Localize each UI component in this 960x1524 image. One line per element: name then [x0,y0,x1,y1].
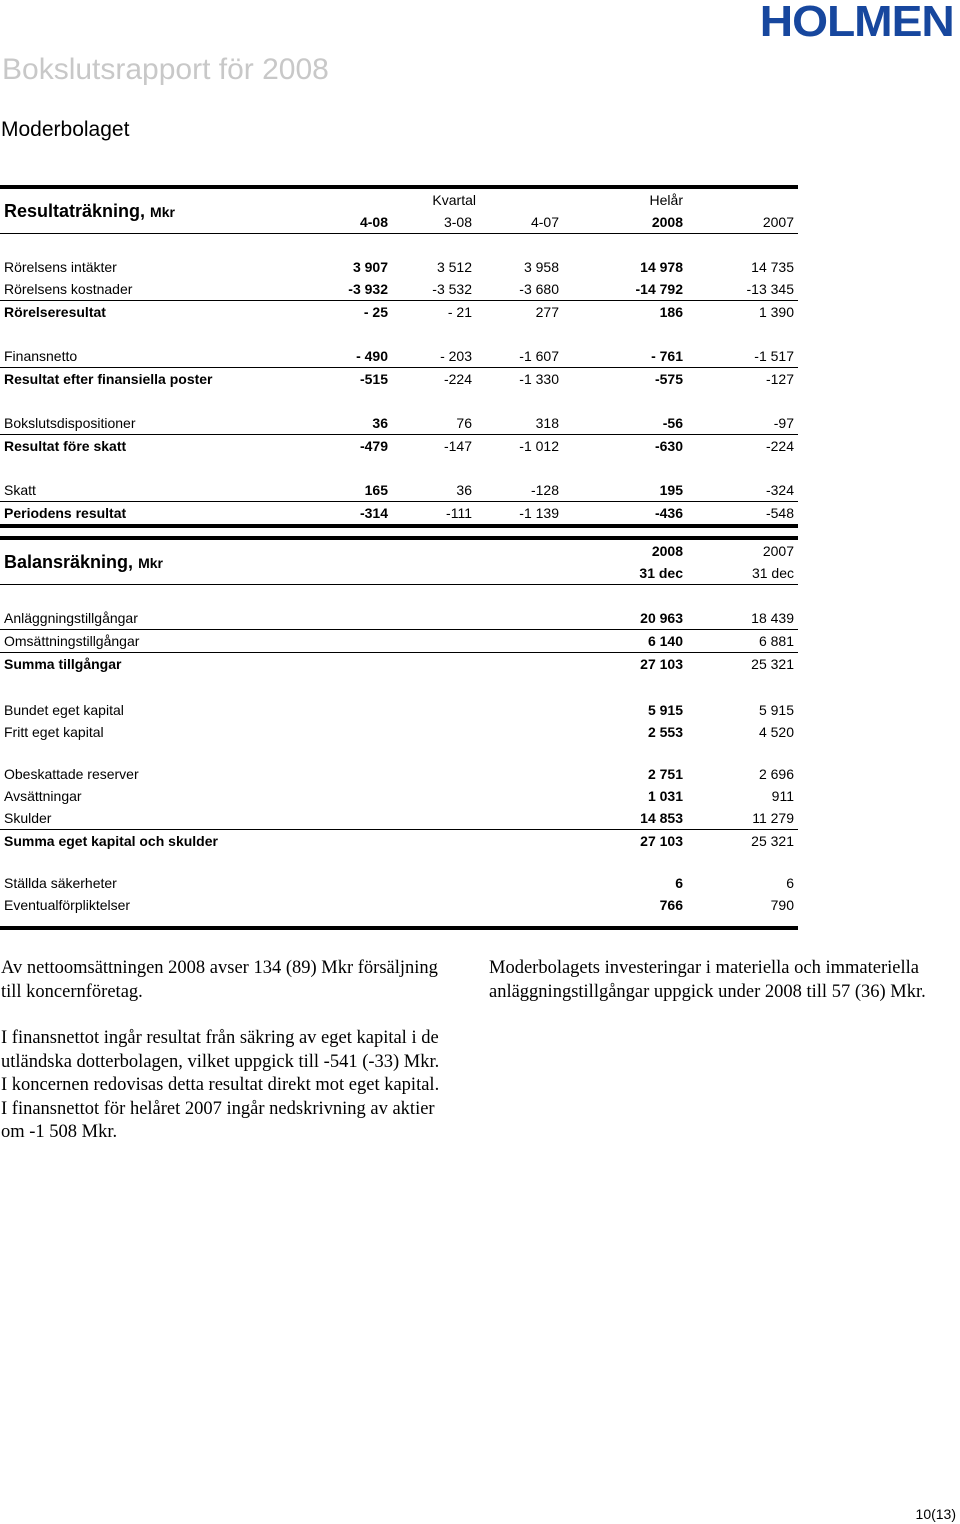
row-label: Rörelseresultat [0,301,310,324]
holmen-logo [760,0,954,46]
row-value: -314 [310,502,392,527]
table-row [0,278,798,301]
row-value: -147 [392,435,476,458]
row-spacer [0,457,798,479]
row-value: -575 [563,368,687,391]
row-value: 3 512 [436,259,472,275]
table-row [0,830,798,853]
row-value: -97 [773,415,794,431]
row-label: Ställda säkerheter [4,875,117,891]
row-value: 1 390 [687,301,798,324]
row-value: -548 [687,502,798,527]
row-label: Finansnetto [4,348,78,364]
table-row [0,721,798,743]
row-value: -630 [563,435,687,458]
row-value: 766 [659,897,683,913]
row-value: 790 [770,897,794,913]
col-header-4-07: 4-07 [530,214,559,230]
row-value: -14 792 [635,281,683,297]
row-value: 76 [456,415,472,431]
row-value: 27 103 [563,830,687,853]
row-value: 25 321 [687,830,798,853]
col-header-2008: 2008 [651,214,683,230]
document-title: Bokslutsrapport för 2008 [2,53,329,86]
balance-col-date-2007: 31 dec [751,565,794,581]
table-row [0,653,798,676]
row-value: 1 031 [647,788,683,804]
row-spacer [0,323,798,345]
note-paragraph: I finansnettot ingår resultat från säkring av eget kapital i de utländska dotterbolagen, vilket uppgick till -541 (-33) Mkr. I koncernen redovisas detta resultat direkt mot eget kapital. I finansnettot för helåret 2007 ingår nedskrivning av aktier om -1 508 Mkr. [1,1028,440,1142]
table-row [0,699,798,721]
balance-col-year-2007: 2007 [687,538,798,562]
income-rows [0,256,798,529]
quarter-group-header: Kvartal [392,187,476,211]
row-value: 14 735 [751,259,794,275]
row-value: - 203 [440,348,472,364]
row-value: 6 881 [687,630,798,653]
row-value: 25 321 [687,653,798,676]
row-label: Resultat före skatt [0,435,310,458]
row-value: 6 [675,875,683,891]
row-value: -436 [563,502,687,527]
balance-rows [0,607,798,931]
row-value: 6 [786,875,794,891]
row-spacer [0,743,798,763]
row-value: -1 012 [476,435,563,458]
row-value: - 761 [651,348,683,364]
balance-title [0,538,563,585]
row-value: -224 [687,435,798,458]
logo-text: HOLMEN [760,0,954,46]
table-row [0,763,798,785]
row-value: - 21 [392,301,476,324]
row-value: 14 978 [640,259,683,275]
table-row [0,345,798,368]
row-value: 36 [372,415,388,431]
table-row [0,502,798,527]
row-value: -3 932 [348,281,388,297]
table-row [0,479,798,502]
row-value: - 490 [356,348,388,364]
notes-right-column [489,957,929,1027]
row-spacer [0,675,798,699]
note-paragraph: Moderbolagets investeringar i materiella och immateriella anläggningstillgångar uppgick under 2008 till 57 (36) Mkr. [489,958,926,1002]
row-label: Summa tillgångar [0,653,563,676]
row-value: -13 345 [746,281,794,297]
income-unit: Mkr [150,203,175,220]
row-value: 2 696 [758,766,794,782]
row-value: -1 607 [519,348,559,364]
table-row [0,412,798,435]
balance-col-date-2008: 31 dec [639,565,683,581]
table-bottom-rule [0,526,798,529]
row-value: -111 [392,502,476,527]
table-bottom-rule [0,916,798,928]
row-value: -1 330 [476,368,563,391]
row-value: 195 [659,482,683,498]
balance-unit: Mkr [138,554,163,571]
row-value: 4 520 [758,724,794,740]
row-value: 6 140 [563,630,687,653]
row-value: -224 [392,368,476,391]
row-value: -3 532 [432,281,472,297]
note-paragraph: Av nettoomsättningen 2008 avser 134 (89) Mkr försäljning till koncernföretag. [1,958,438,1002]
table-row [0,368,798,391]
row-label: Summa eget kapital och skulder [0,830,563,853]
balance-sheet-table [0,536,798,931]
col-header-4-08: 4-08 [359,214,388,230]
row-value: -479 [310,435,392,458]
row-value: 2 553 [647,724,683,740]
row-value: 186 [563,301,687,324]
row-label: Avsättningar [4,788,82,804]
row-label: Eventualförpliktelser [4,897,131,913]
table-row [0,435,798,458]
row-label: Anläggningstillgångar [4,610,138,626]
row-value: -324 [765,482,794,498]
section-title: Moderbolaget [1,118,130,141]
row-value: 3 907 [352,259,388,275]
row-label: Periodens resultat [0,502,310,527]
notes-left-column [1,957,441,1168]
row-label: Skulder [4,810,52,826]
row-value: 14 853 [640,810,683,826]
table-row [0,785,798,807]
row-value: 11 279 [752,810,794,826]
row-value: 20 963 [640,610,683,626]
row-value: 18 439 [751,610,794,626]
row-label: Resultat efter finansiella poster [0,368,310,391]
row-value: -128 [530,482,559,498]
row-label: Skatt [4,482,36,498]
row-value: -3 680 [519,281,559,297]
row-value: -56 [662,415,683,431]
col-header-3-08: 3-08 [443,214,472,230]
row-spacer [0,390,798,412]
table-bottom-rule [0,928,798,931]
row-value: 318 [535,415,559,431]
year-group-header: Helår [563,187,687,211]
col-header-2007: 2007 [762,214,794,230]
income-title-text: Resultaträkning, [4,200,146,221]
income-title [0,187,310,234]
row-spacer [0,852,798,872]
table-row [0,630,798,653]
balance-col-year-2008: 2008 [563,538,687,562]
row-value: -1 139 [476,502,563,527]
income-statement-table [0,185,798,529]
row-label: Omsättningstillgångar [0,630,563,653]
row-label: Fritt eget kapital [4,724,104,740]
row-label: Rörelsens kostnader [4,281,133,297]
row-value: 911 [771,788,794,804]
row-value: 2 751 [647,766,683,782]
row-value: -1 517 [754,348,794,364]
balance-title-text: Balansräkning, [4,551,134,572]
row-value: 27 103 [563,653,687,676]
table-row [0,807,798,830]
row-value: -127 [687,368,798,391]
row-label: Bokslutsdispositioner [4,415,136,431]
table-row [0,607,798,630]
row-value: 36 [456,482,472,498]
row-value: -515 [310,368,392,391]
row-value: 5 915 [647,702,683,718]
row-value: 3 958 [523,259,559,275]
table-row [0,894,798,916]
row-value: 5 915 [758,702,794,718]
table-row [0,256,798,278]
table-row [0,872,798,894]
row-value: 165 [364,482,388,498]
row-value: - 25 [310,301,392,324]
row-label: Bundet eget kapital [4,702,124,718]
row-label: Rörelsens intäkter [4,259,117,275]
table-row [0,301,798,324]
row-value: 277 [476,301,563,324]
page-number: 10(13) [915,1506,956,1522]
row-label: Obeskattade reserver [4,766,139,782]
